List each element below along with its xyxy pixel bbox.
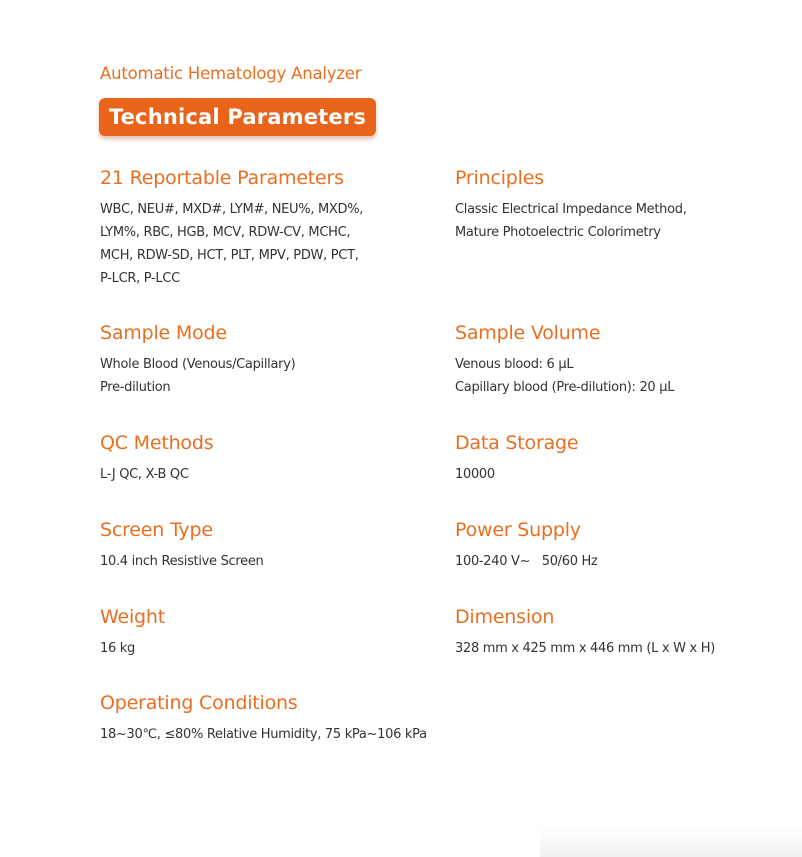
spec-sample-volume (455, 321, 674, 399)
spec-value (100, 198, 363, 290)
spec-line: Capillary blood (Pre-dilution): 20 μL (455, 380, 675, 395)
spec-operating-conditions (100, 691, 427, 746)
spec-heading: Operating Conditions (100, 692, 298, 714)
spec-value (100, 723, 427, 746)
spec-power-supply (455, 518, 598, 573)
spec-heading: Weight (100, 606, 165, 628)
spec-line: Mature Photoelectric Colorimetry (455, 225, 661, 240)
spec-dimension (455, 605, 715, 660)
spec-heading: Principles (455, 167, 544, 189)
spec-line: Whole Blood (Venous/Capillary) (100, 357, 296, 372)
spec-parameters (100, 166, 363, 290)
spec-line: Pre-dilution (100, 380, 171, 395)
spec-value (455, 463, 578, 486)
spec-line: WBC, NEU#, MXD#, LYM#, NEU%, MXD%, (100, 202, 364, 217)
spec-line: LYM%, RBC, HGB, MCV, RDW-CV, MCHC, (100, 225, 351, 240)
spec-heading: QC Methods (100, 432, 214, 454)
spec-qc-methods (100, 431, 213, 486)
spec-line: Venous blood: 6 μL (455, 357, 574, 372)
spec-line: 328 mm x 425 mm x 446 mm (L x W x H) (455, 641, 715, 656)
spec-line: 10.4 inch Resistive Screen (100, 554, 264, 569)
title-badge (99, 98, 376, 136)
spec-heading: Sample Mode (100, 322, 227, 344)
spec-value (100, 550, 263, 573)
spec-screen-type (100, 518, 263, 573)
bottom-shadow (540, 826, 802, 857)
spec-value (100, 637, 165, 660)
spec-heading: 21 Reportable Parameters (100, 167, 344, 189)
spec-line: 18~30℃, ≤80% Relative Humidity, 75 kPa~106 kPa (100, 727, 427, 742)
spec-value (455, 198, 687, 244)
spec-heading: Dimension (455, 606, 555, 628)
spec-sample-mode (100, 321, 295, 399)
spec-line: 16 kg (100, 641, 135, 656)
spec-line: 10000 (455, 467, 495, 482)
product-subtitle: Automatic Hematology Analyzer (100, 64, 362, 83)
spec-value (455, 637, 715, 660)
spec-value (100, 353, 295, 399)
spec-principles (455, 166, 687, 244)
spec-value (455, 353, 674, 399)
spec-heading: Sample Volume (455, 322, 601, 344)
spec-line: L-J QC, X-B QC (100, 467, 189, 482)
spec-line: P-LCR, P-LCC (100, 271, 180, 286)
spec-line: MCH, RDW-SD, HCT, PLT, MPV, PDW, PCT, (100, 248, 359, 263)
spec-value (100, 463, 213, 486)
spec-heading: Screen Type (100, 519, 213, 541)
spec-data-storage (455, 431, 578, 486)
spec-heading: Power Supply (455, 519, 581, 541)
spec-heading: Data Storage (455, 432, 579, 454)
spec-value (455, 550, 598, 573)
spec-weight (100, 605, 165, 660)
page-title: Technical Parameters (108, 105, 367, 129)
spec-line: Classic Electrical Impedance Method, (455, 202, 687, 217)
spec-line: 100-240 V~ 50/60 Hz (455, 554, 598, 569)
